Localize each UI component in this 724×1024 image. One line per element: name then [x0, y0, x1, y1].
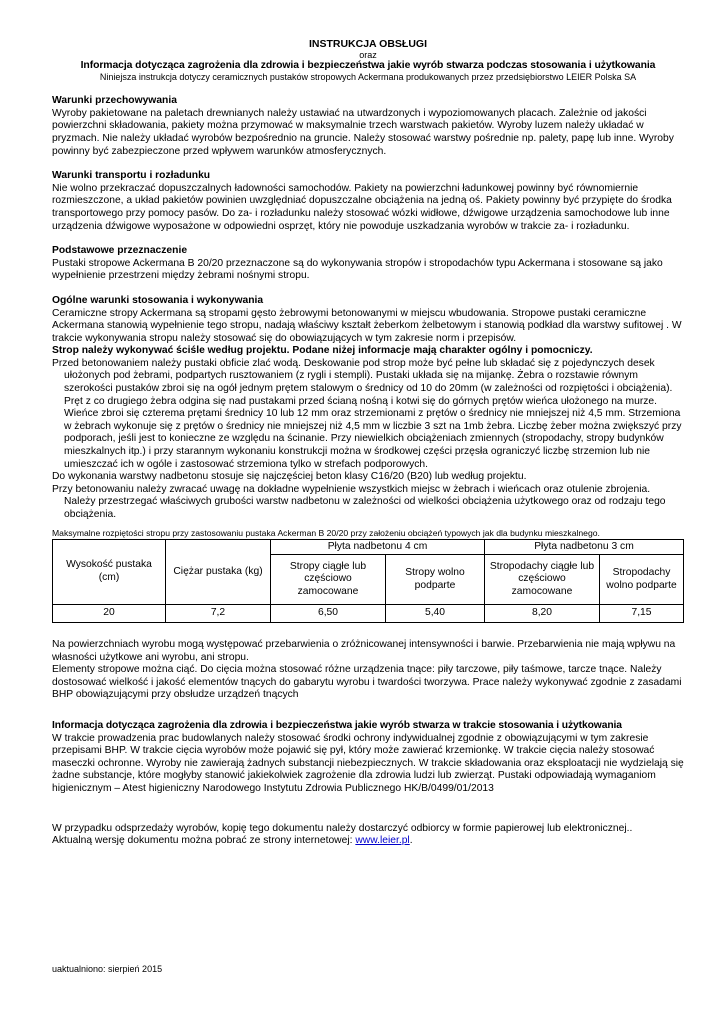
table-header-row [53, 539, 684, 554]
general-paragraph-3: Do wykonania warstwy nadbetonu stosuje się najczęściej beton klasy C16/20 (B20) lub według projektu. [52, 471, 527, 483]
general-bold-note: Strop należy wykonywać ściśle według projektu. Podane niżej informacje mają charakter ogólny i pomocniczy. [52, 345, 593, 357]
subheader-4: Stropodachy wolno podparte [600, 555, 684, 605]
resale-link-line [52, 835, 684, 848]
table-cell: 8,20 [485, 605, 600, 623]
document-page [52, 38, 684, 860]
section-heading: Warunki transportu i rozładunku [52, 170, 211, 182]
section-purpose [52, 245, 684, 283]
cutting-paragraph: Elementy stropowe można ciąć. Do cięcia można stosować różne urządzenia tnące: piły tarczowe, piły taśmowe, tarcze tnące. Należy dostosować wielkość i jakość elementów tnących do gabarytu wyrobu i twardości tworzywa. Prace należy wykonywać zgodnie z zasadami BHP obowiązującymi przy obsłudze urządzeń tnących [52, 664, 682, 701]
section-heading: Podstawowe przeznaczenie [52, 245, 188, 257]
section-text: W trakcie prowadzenia prac budowlanych należy stosować środki ochrony indywidualnej zgodnie z obowiązującymi w tym zakresie przepisami BHP. W trakcie cięcia wyrobów może pojawić się pył, który może zawierać krzemionkę. W trakcie cięcia należy stosować maseczki ochronne. Wyroby nie zawierają żadnych substancji niebezpiecznych. W trakcie składowania oraz eksploatacji nie wydzielają się żadne substancje, które mogłyby stanowić jakiekolwiek zagrożenie dla zdrowia ludzi lub zwierząt. Pustaki odpowiadają wymaganiom higienicznym – Atest higieniczny Narodowego Instytutu Zdrowia Publicznego HK/B/0499/01/2013 [52, 732, 684, 794]
resale-link-suffix: . [409, 835, 413, 847]
headline: Informacja dotycząca zagrożenia dla zdrowia i bezpieczeństwa jakie wyrób stwarza podczas stosowania i użytkowania [80, 59, 656, 71]
table-cell: 20 [53, 605, 166, 623]
subheader-1: Stropy ciągłe lub częściowo zamocowane [271, 555, 386, 605]
section-after-table [52, 639, 684, 702]
subheader-3: Stropodachy ciągłe lub częściowo zamocowane [485, 555, 600, 605]
header-weight: Ciężar pustaka (kg) [166, 539, 271, 604]
table-cell: 6,50 [271, 605, 386, 623]
intro-note: Niniejsza instrukcja dotyczy ceramicznych pustaków stropowych Ackermana produkowanych przez przedsiębiorstwo LEIER Polska SA [99, 72, 637, 83]
section-heading: Informacja dotycząca zagrożenia dla zdrowia i bezpieczeństwa jakie wyrób stwarza w trakcie stosowania i użytkowania [52, 719, 622, 731]
span-table [52, 539, 684, 623]
section-heading: Ogólne warunki stosowania i wykonywania [52, 294, 264, 306]
resale-text: W przypadku odsprzedaży wyrobów, kopię tego dokumentu należy dostarczyć odbiorcy w formie papierowej lub elektronicznej.. [52, 822, 633, 834]
section-text: Nie wolno przekraczać dopuszczalnych ładowności samochodów. Pakiety na powierzchni ładunkowej powinny być równomiernie rozmieszczone, a układ pakietów powinien uwzględniać dopuszczalne obciążenia na jedną oś. Pakiety powinny być przypięte do środka transportowego przy pomocy pasów. Do za- i rozładunku należy stosować wózki widłowe, dźwigowe urządzenia samochodowe lub inne urządzenia dźwigowe wyposażone w odpowiedni osprzęt, który nie powoduje uszkadzania wyrobów w trakcie za- i rozładunku. [52, 182, 672, 232]
section-heading: Warunki przechowywania [52, 95, 177, 107]
document-title: INSTRUKCJA OBSŁUGI [308, 38, 428, 50]
section-hazard [52, 720, 684, 796]
section-storage [52, 95, 684, 158]
section-text: Pustaki stropowe Ackermana B 20/20 przeznaczone są do wykonywania stropów i stropodachów typu Ackermana i stosowane są jako wypełnienie przestrzeni między żebrami nośnymi stropu. [52, 257, 663, 282]
section-general [52, 295, 684, 522]
updated-footer: uaktualniono: sierpień 2015 [52, 964, 163, 974]
subtitle-oraz: oraz [359, 49, 377, 60]
header-group-4cm: Płyta nadbetonu 4 cm [271, 539, 485, 554]
table-cell: 5,40 [386, 605, 485, 623]
table-caption: Maksymalne rozpiętości stropu przy zastosowaniu pustaka Ackerman B 20/20 przy założeniu obciążeń typowych jak dla budynku mieszkalnego. [52, 527, 600, 538]
leier-website-link[interactable]: www.leier.pl [355, 835, 410, 847]
section-transport [52, 170, 684, 233]
table-row [53, 605, 684, 623]
table-cell: 7,2 [166, 605, 271, 623]
general-paragraph-4: Przy betonowaniu należy zwracać uwagę na dokładne wypełnienie wszystkich miejsc w żebrach i wieńcach oraz otulenie zbrojenia. Należy przestrzegać właściwych grubości warstw nadbetonu w zależności od wielkości obciążenia użytkowego oraz od rodzaju tego obciążenia. [52, 483, 666, 520]
section-resale [52, 823, 684, 848]
subheader-2: Stropy wolno podparte [386, 555, 485, 605]
header-group-3cm: Płyta nadbetonu 3 cm [485, 539, 684, 554]
general-paragraph-1: Ceramiczne stropy Ackermana są stropami gęsto żebrowymi betonowanymi w miejscu wbudowania. Stropowe pustaki ceramiczne Ackermana stanowią wypełnienie tego stropu, nadają właściwy kształt żeberkom żelbetowym i stanowią podkład dla warstwy sufitowej . W trakcie wykonywania stropu należy stosować się do obowiązujących w tym zakresie norm i przepisów. [52, 307, 682, 344]
general-paragraph-2: Przed betonowaniem należy pustaki obficie zlać wodą. Deskowanie pod strop może być pełne lub składać się z pojedynczych desek ułożonych pod żebrami, podpartych rusztowaniem (z rygli i stempli). Pustaki układa się na mijankę. Żebra o rozstawie równym szerokości pustaków zbroi się na ogół jednym prętem stalowym o średnicy od 10 do 20mm (w zależności od rozpiętości i obciążenia). Pręt z co drugiego żebra odgina się nad pustakami przed ścianą nośną i kotwi się do górnych prętów wieńca ułożonego na murze. Wieńce zbroi się czterema prętami średnicy 10 lub 12 mm oraz strzemionami z prętów o średnicy nie mniejszej niż 4,5 mm. Strzemiona w żebrach wykonuje się z prętów o średnicy nie mniejszej niż 4,5 mm w liczbie 3 szt na 1mb żebra. Liczbę żeber można zwiększyć przy podporach, jeśli jest to konieczne ze względu na ścinanie. Przy niewielkich obciążeniach zmiennych (stropodachy, stropy budynków mieszkalnych itp.) i przy starannym wykonaniu konstrukcji można w środkowej części przęsła ograniczyć liczbę strzemion lub nie umieszczać ich w ogóle i zastosować strzemiona tylko w strefach podporowych. [52, 357, 682, 470]
header-height: Wysokość pustaka (cm) [53, 539, 166, 604]
discoloration-paragraph: Na powierzchniach wyrobu mogą występować przebarwienia o zróżnicowanej intensywności i barwie. Przebarwienia nie mają wpływu na własności użytkowe ani wyrobu, ani stropu. [52, 639, 676, 663]
section-text: Wyroby pakietowane na paletach drewnianych należy ustawiać na utwardzonych i wypoziomowanych placach. Zależnie od jakości powierzchni składowania, pakiety można przymować w maksymalnie trzech warstwach pakietów. Wyroby luzem należy układać w pryzmach. Nie należy układać wyrobów bezpośrednio na gruncie. Należy stosować warstwy pośrednie np. palety, papę lub inne. Wyroby powinny być zabezpieczone przed wpływem warunków atmosferycznych. [52, 107, 674, 157]
resale-link-prefix: Aktualną wersję dokumentu można pobrać ze strony internetowej: [52, 835, 356, 847]
table-cell: 7,15 [600, 605, 684, 623]
